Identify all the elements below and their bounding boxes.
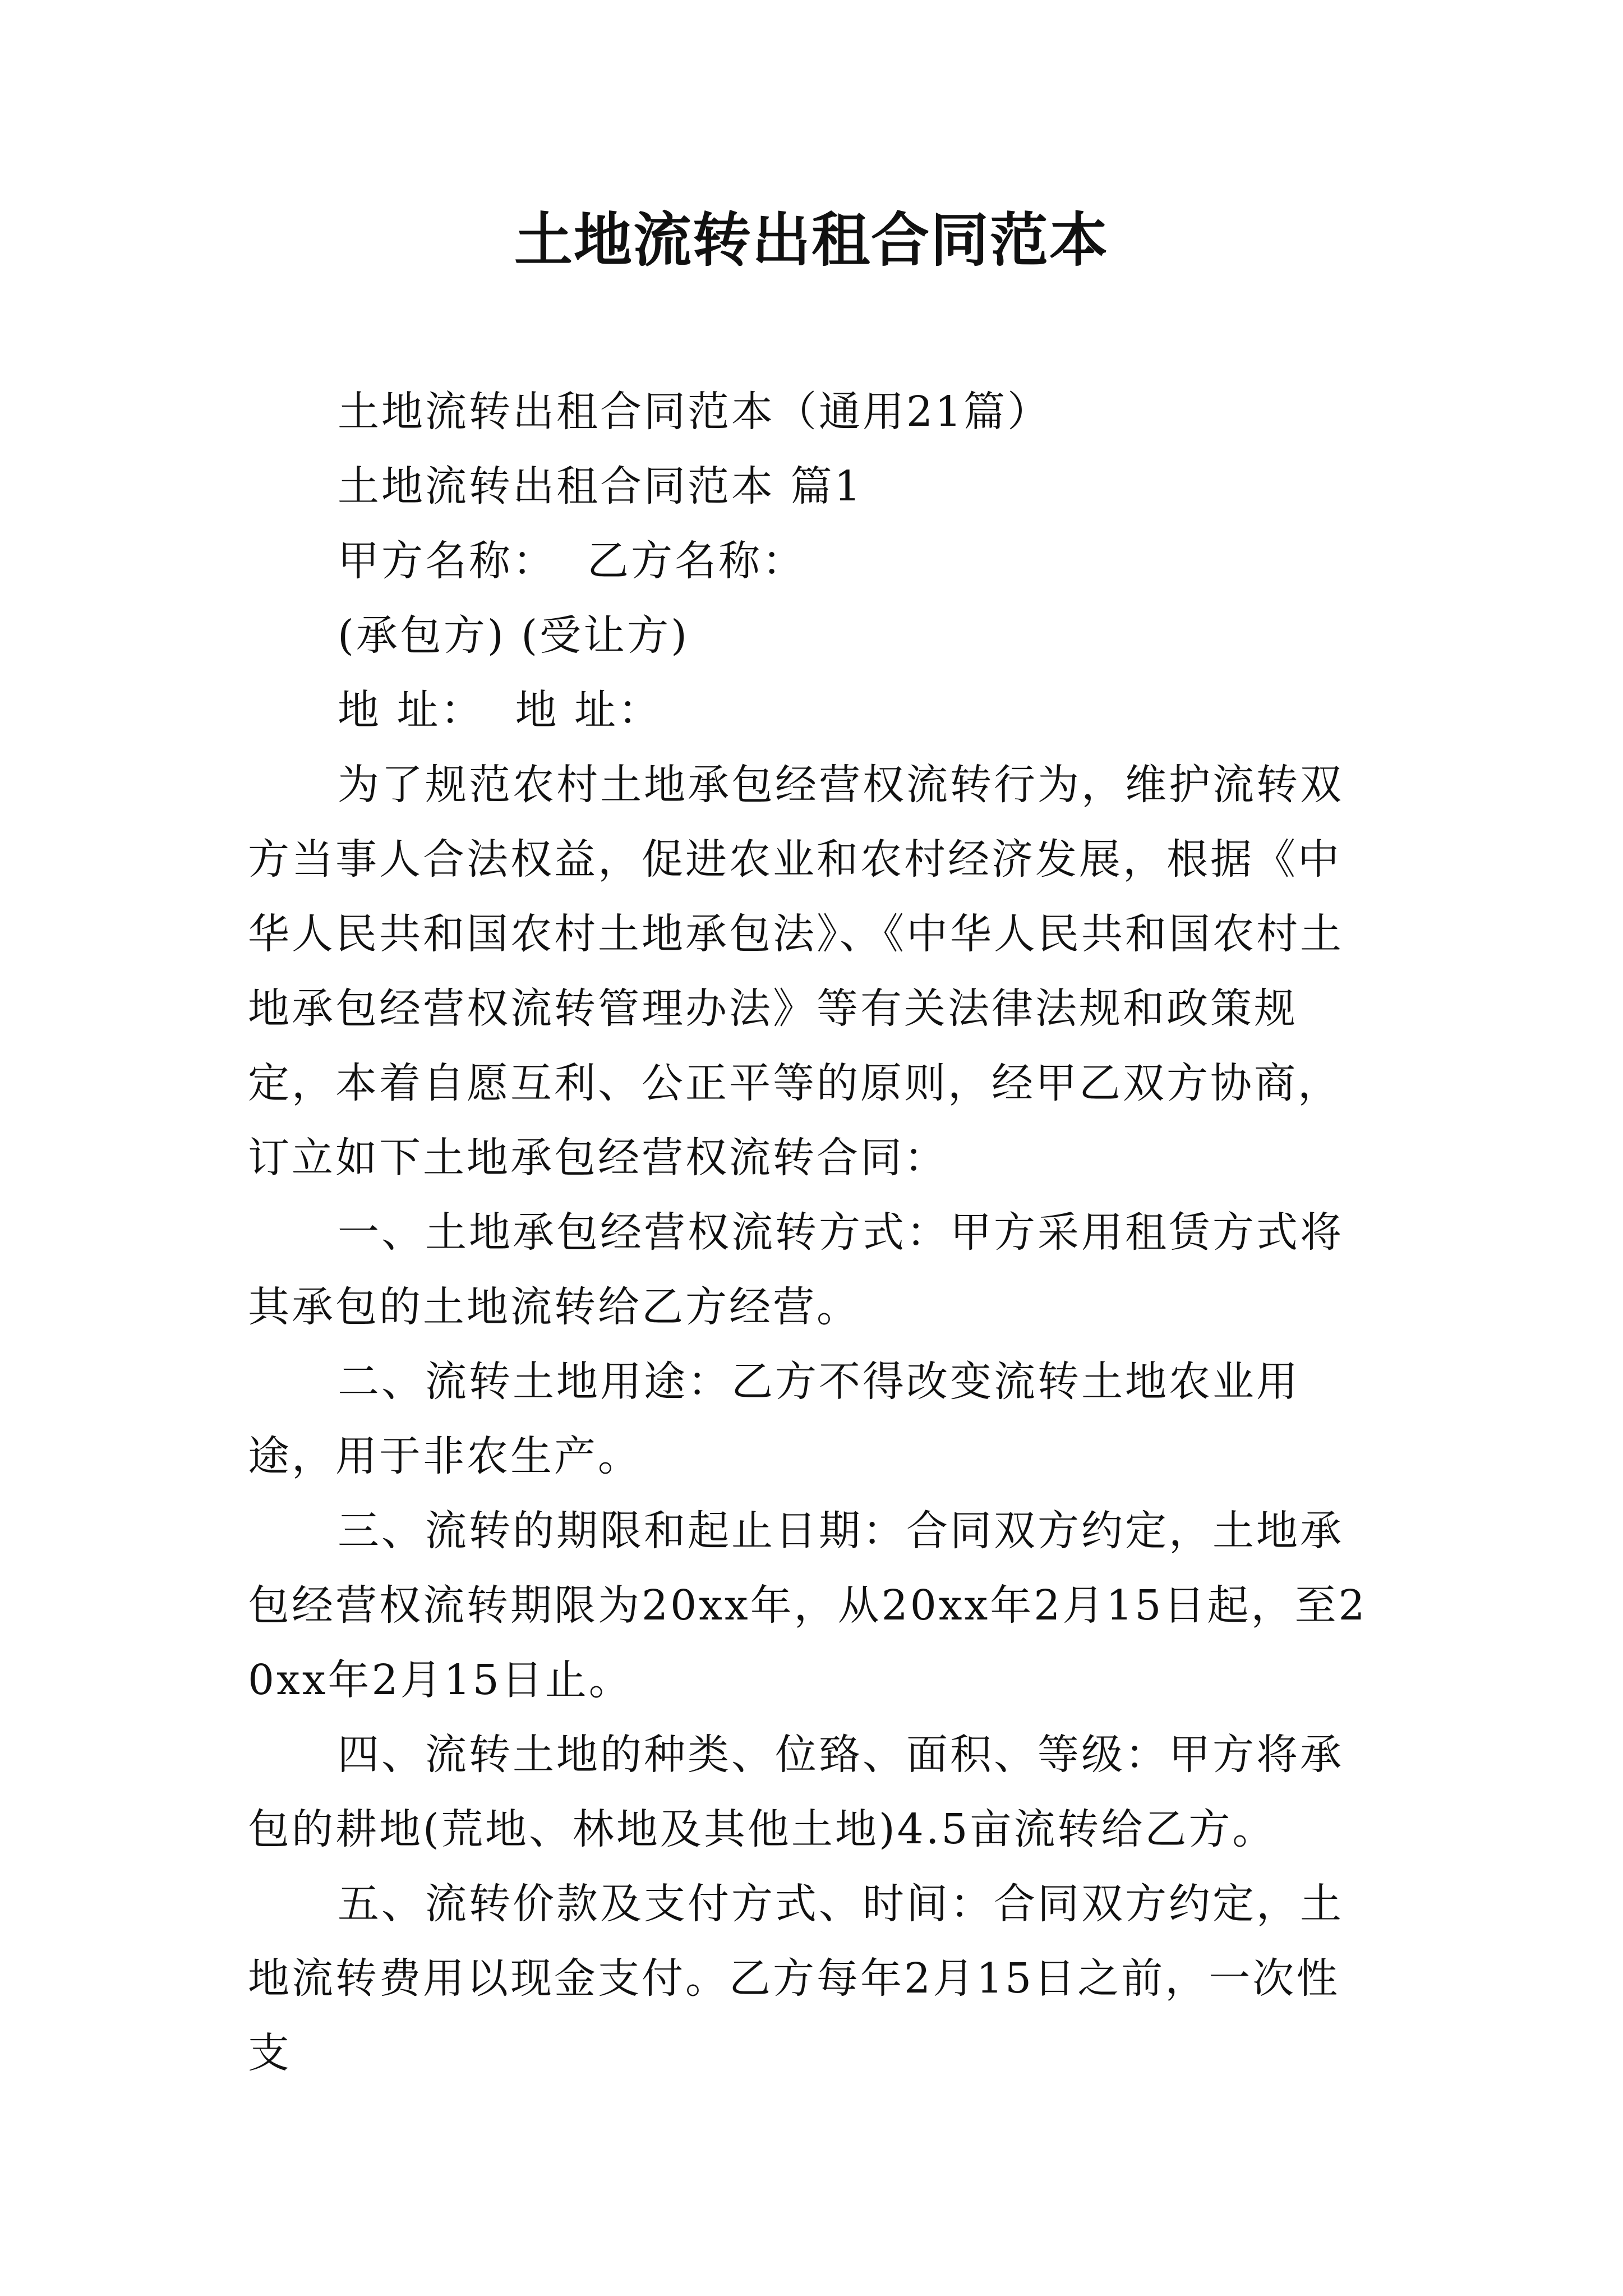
paragraph-clause-3: 三、流转的期限和起止日期：合同双方约定，土地承包经营权流转期限为20xx年，从20xx年2月15日起，至20xx年2月15日止。 — [248, 1507, 1367, 1704]
paragraph-preamble: 为了规范农村土地承包经营权流转行为，维护流转双方当事人合法权益，促进农业和农村经济发展，根据《中华人民共和国农村土地承包法》、《中华人民共和国农村土地承包经营权流转管理办法》等有关法律法规和政策规定，本着自愿互利、公正平等的原则，经甲乙双方协商，订立如下土地承包经营权流转合同： — [248, 761, 1344, 1182]
document-title: 土地流转出租合同范本 — [514, 205, 1109, 274]
paragraph-section-heading: 土地流转出租合同范本 篇1 — [338, 462, 863, 510]
paragraph-clause-5: 五、流转价款及支付方式、时间：合同双方约定，土地流转费用以现金支付。乙方每年2月15日之前，一次性支 — [248, 1880, 1344, 2077]
paragraph-party-roles: (承包方) (受让方) — [338, 611, 690, 660]
paragraph-addresses: 地 址： 地 址： — [338, 686, 662, 734]
paragraph-clause-4: 四、流转土地的种类、位臵、面积、等级：甲方将承包的耕地(荒地、林地及其他土地)4.5亩流转给乙方。 — [248, 1731, 1344, 1853]
paragraph-subtitle: 土地流转出租合同范本（通用21篇） — [338, 388, 1052, 436]
paragraph-party-names: 甲方名称： 乙方名称： — [338, 537, 806, 585]
document-body — [248, 375, 1381, 2091]
paragraph-clause-1: 一、土地承包经营权流转方式：甲方采用租赁方式将其承包的土地流转给乙方经营。 — [248, 1208, 1344, 1331]
paragraph-clause-2: 二、流转土地用途：乙方不得改变流转土地农业用途，用于非农生产。 — [248, 1358, 1300, 1480]
